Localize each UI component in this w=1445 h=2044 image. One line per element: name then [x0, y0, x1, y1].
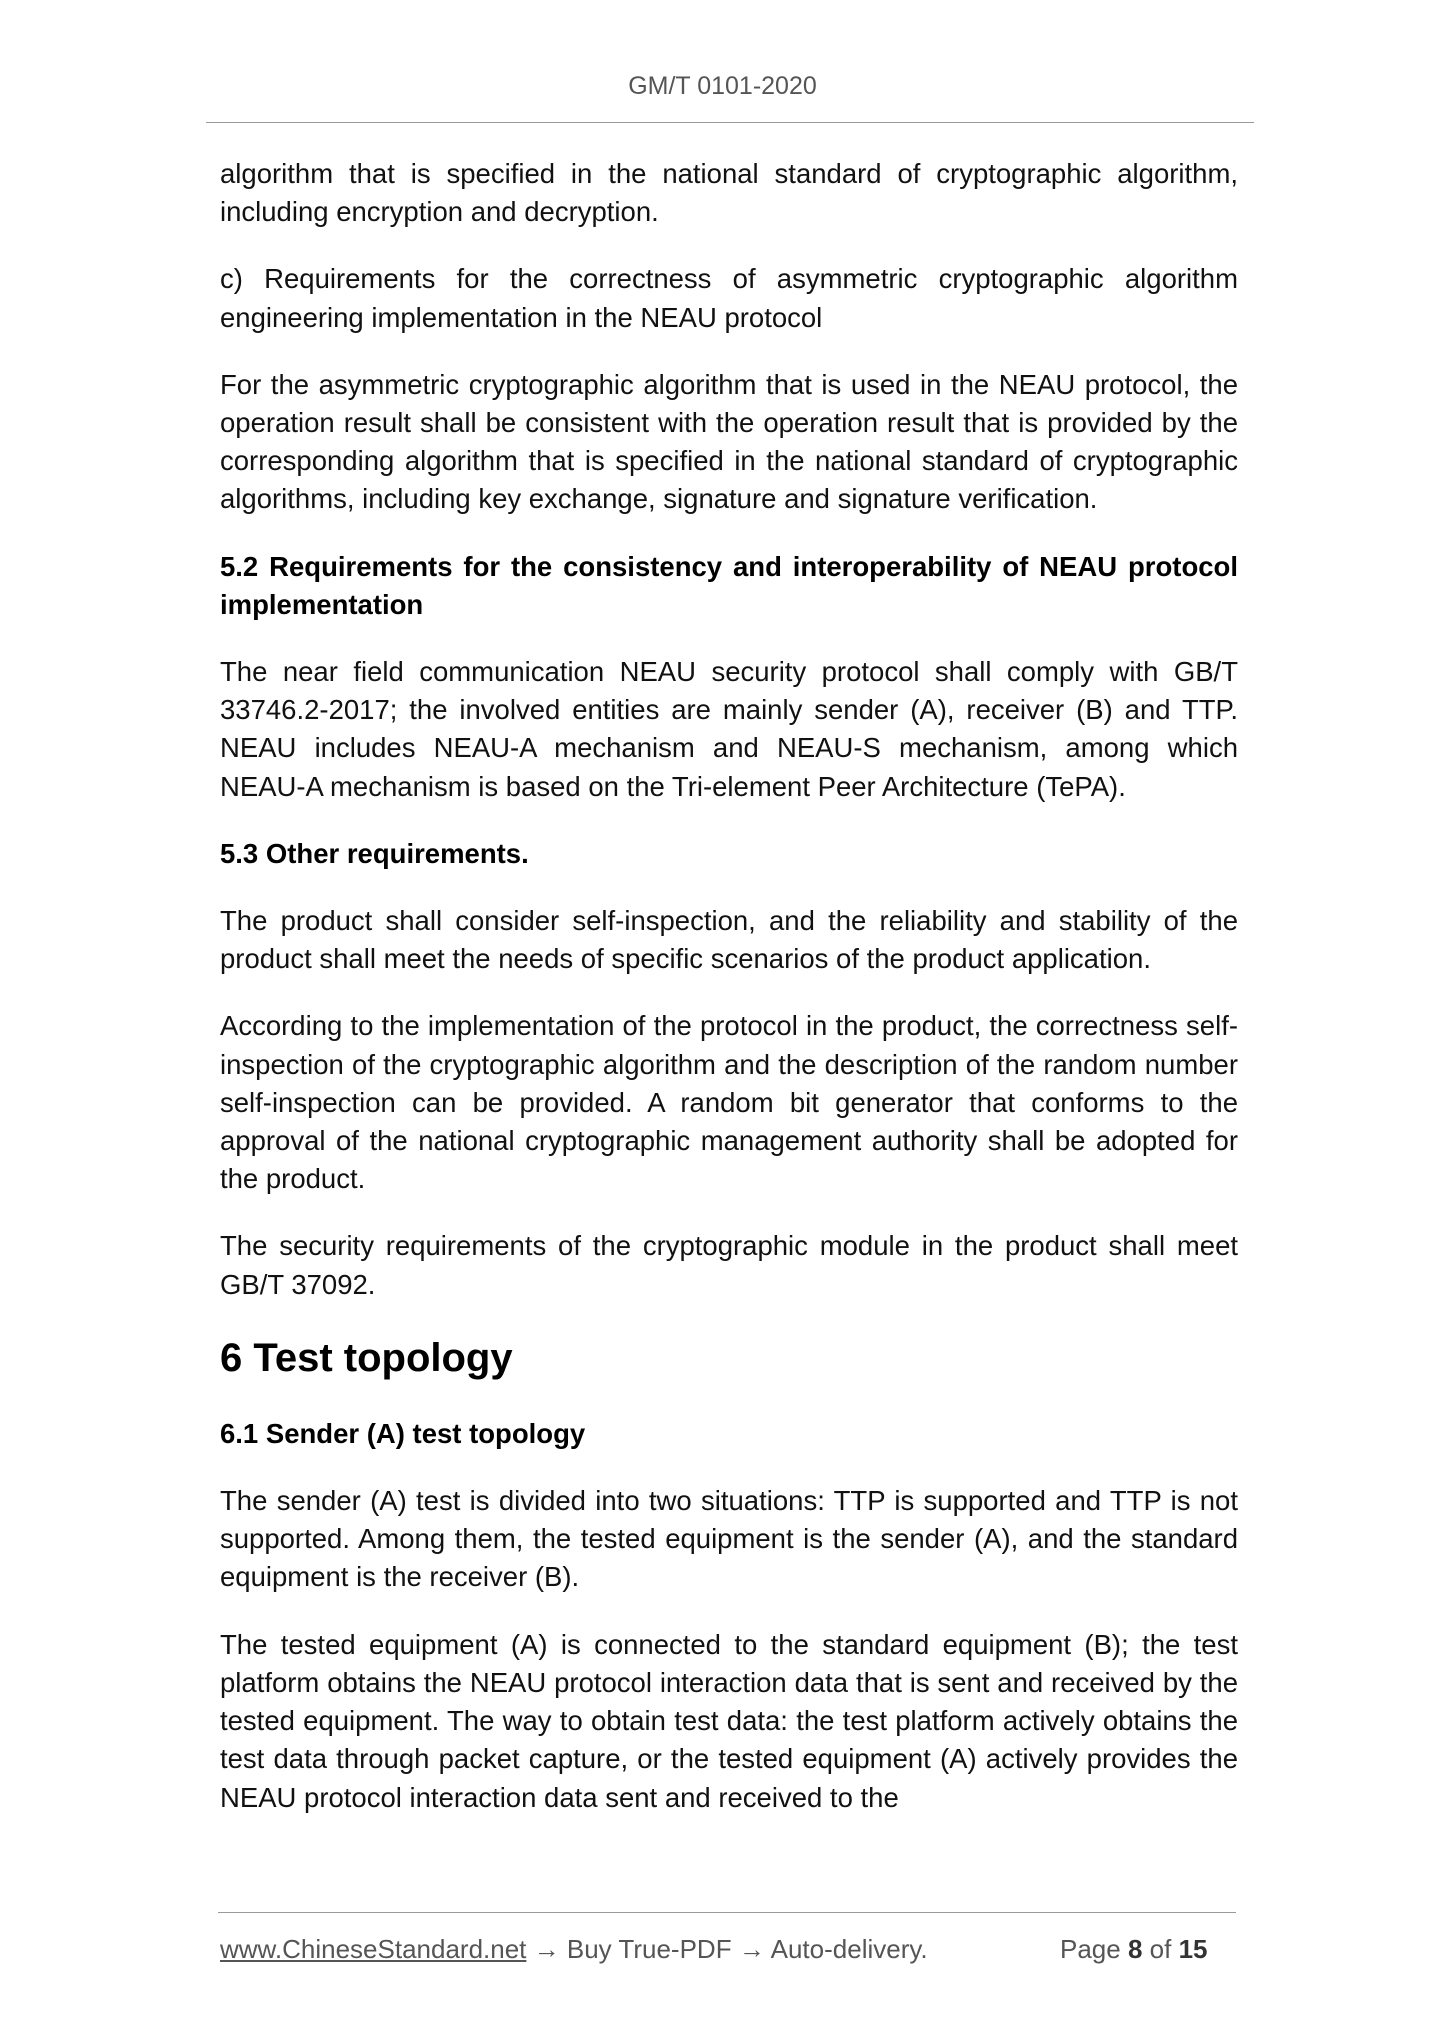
paragraph-asymmetric-algorithm: For the asymmetric cryptographic algorithm that is used in the NEAU protocol, the operation result shall be consistent with the operation result that is provided by the corresponding algorithm that is specified in the national standard of cryptographic algorithms, including key exchange, signature and signature verification.: [220, 368, 1238, 515]
paragraph-self-inspection: The product shall consider self-inspection, and the reliability and stability of the product shall meet the needs of specific scenarios of the product application.: [220, 905, 1238, 975]
website-link[interactable]: www.ChineseStandard.net: [220, 1934, 527, 1964]
page-current: 8: [1127, 1934, 1143, 1964]
paragraph-random-number: According to the implementation of the protocol in the product, the correctness self-inspection of the cryptographic algorithm and the description of the random number self-inspection can be provided. A random bit generator that conforms to the approval of the national cryptographic management authority shall be adopted for the product.: [220, 1010, 1238, 1195]
page-label: Page: [1060, 1934, 1121, 1964]
page-footer: [220, 1932, 1238, 1966]
section-heading-5-2: 5.2 Requirements for the consistency and interoperability of NEAU protocol implementation: [220, 550, 1238, 620]
arrow-right-icon: →: [738, 1934, 765, 1964]
paragraph-security-module: The security requirements of the cryptographic module in the product shall meet GB/T 37092.: [220, 1230, 1238, 1300]
paragraph-requirement-c: c) Requirements for the correctness of asymmetric cryptographic algorithm engineering implementation in the NEAU protocol: [220, 263, 1238, 333]
buy-text: Buy True-PDF: [566, 1934, 732, 1964]
section-heading-5-3: 5.3 Other requirements.: [220, 837, 529, 869]
page-total: 15: [1178, 1934, 1208, 1964]
footer-divider: [218, 1912, 1236, 1913]
paragraph-tested-equipment: The tested equipment (A) is connected to the standard equipment (B); the test platform obtains the NEAU protocol interaction data that is sent and received by the tested equipment. The way to obtain test data: the test platform actively obtains the test data through packet capture, or the tested equipment (A) actively provides the NEAU protocol interaction data sent and received to the: [220, 1628, 1238, 1813]
section-heading-6: 6 Test topology: [220, 1335, 513, 1380]
delivery-text: Auto-delivery.: [770, 1934, 928, 1964]
page-indicator: [1060, 1932, 1208, 1966]
paragraph-neau-protocol: The near field communication NEAU security protocol shall comply with GB/T 33746.2-2017; the involved entities are mainly sender (A), receiver (B) and TTP. NEAU includes NEAU-A mechanism and NEAU-S mechanism, among which NEAU-A mechanism is based on the Tri-element Peer Architecture (TePA).: [220, 656, 1238, 802]
paragraph-sender-test: The sender (A) test is divided into two situations: TTP is supported and TTP is not supported. Among them, the tested equipment is the sender (A), and the standard equipment is the receiver (B).: [220, 1485, 1238, 1593]
header-divider: [206, 122, 1254, 123]
page-content: [220, 155, 1238, 1846]
page-of-label: of: [1149, 1934, 1172, 1964]
document-code-header: GM/T 0101-2020: [628, 72, 817, 100]
paragraph-algorithm-continuation: algorithm that is specified in the national standard of cryptographic algorithm, including encryption and decryption.: [220, 158, 1238, 228]
section-heading-6-1: 6.1 Sender (A) test topology: [220, 1417, 586, 1449]
arrow-right-icon: →: [533, 1934, 560, 1964]
